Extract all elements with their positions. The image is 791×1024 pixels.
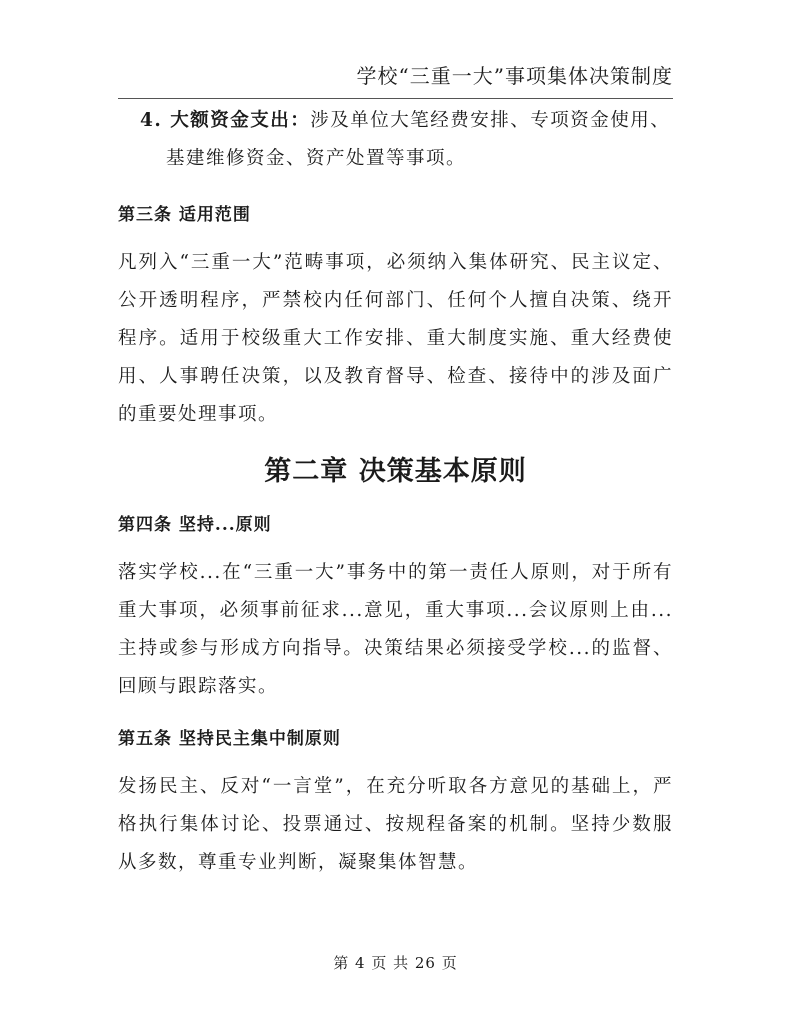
article-5-body: 发扬民主、反对“一言堂”，在充分听取各方意见的基础上，严格执行集体讨论、投票通过、按规程备案的机制。坚持少数服从多数，尊重专业判断，凝聚集体智慧。 <box>118 776 673 873</box>
page-number: 第 4 页 共 26 页 <box>333 954 458 972</box>
header-divider <box>118 98 673 99</box>
document-title: 学校“三重一大”事项集体决策制度 <box>356 64 673 88</box>
article-5-title: 第五条 坚持民主集中制原则 <box>118 729 341 749</box>
article-4-body: 落实学校...在“三重一大”事务中的第一责任人原则，对于所有重大事项，必须事前征求...意见，重大事项...会议原则上由...主持或参与形成方向指导。决策结果必须接受学校...的监督、回顾与跟踪落实。 <box>118 562 673 697</box>
article-4-title: 第四条 坚持...原则 <box>118 515 272 535</box>
page-body <box>118 102 673 882</box>
list-item-label: 4. 大额资金支出： <box>140 110 311 131</box>
chapter-2-title: 第二章 决策基本原则 <box>264 456 527 487</box>
article-3-title: 第三条 适用范围 <box>118 205 251 225</box>
list-item-4 <box>118 102 673 178</box>
list-item-text: 涉及单位大笔经费安排、专项资金使用、基建维修资金、资产处置等事项。 <box>166 110 671 169</box>
article-3-body: 凡列入“三重一大”范畴事项，必须纳入集体研究、民主议定、公开透明程序，严禁校内任何部门、任何个人擅自决策、绕开程序。适用于校级重大工作安排、重大制度实施、重大经费使用、人事聘任决策，以及教育督导、检查、接待中的涉及面广的重要处理事项。 <box>118 252 673 425</box>
